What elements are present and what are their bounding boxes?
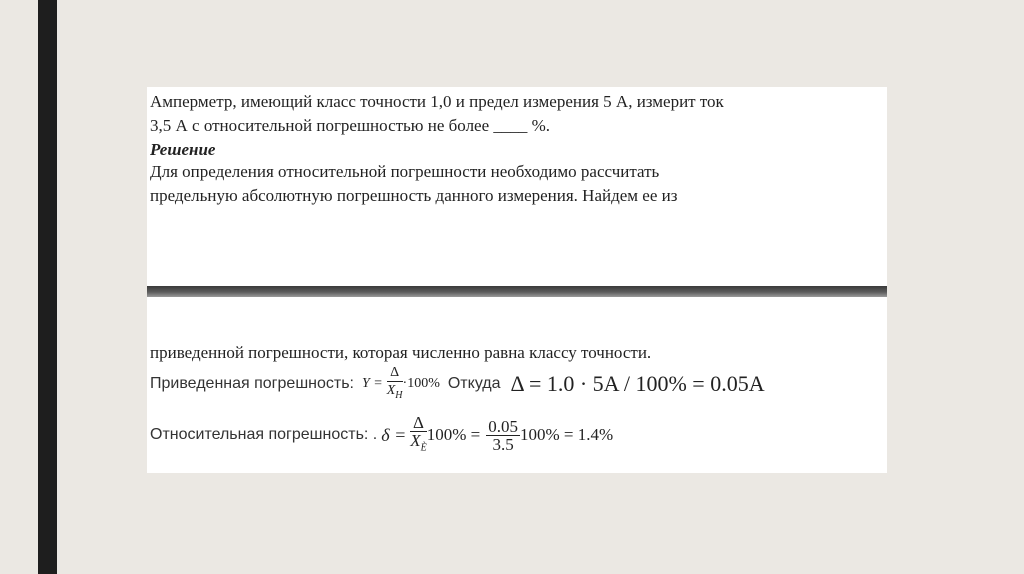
solution-line-1: Для определения относительной погрешности необходимо рассчитать: [150, 162, 660, 181]
relative-error-label: Относительная погрешность: .: [150, 426, 378, 443]
fraction-numerator: Δ: [387, 364, 403, 382]
solution-line-2: предельную абсолютную погрешность данного измерения. Найдем ее из: [150, 186, 678, 205]
reduced-error-formula: [150, 367, 765, 401]
fraction-denominator: 3.5: [492, 434, 514, 454]
solution-line-3: приведенной погрешности, которая численно равна классу точности.: [150, 343, 652, 362]
problem-line-1: Амперметр, имеющий класс точности 1,0 и предел измерения 5 А, измерит ток: [150, 92, 724, 111]
left-accent-bar: [38, 0, 57, 574]
numeric-fraction: [486, 418, 520, 453]
fraction-numerator: 0.05: [488, 416, 519, 436]
reduced-error-tail: ·100%: [402, 376, 440, 391]
reduced-error-lhs: Y =: [362, 376, 383, 391]
connector-text: Откуда: [447, 375, 501, 392]
absolute-error-result: Δ = 1.0 · 5A / 100% = 0.05A: [510, 371, 765, 396]
relative-error-formula: [150, 413, 613, 457]
fraction-denominator: $X_È$: [410, 430, 427, 454]
solution-heading: Решение: [150, 140, 216, 159]
fraction-denominator: $X_H$: [386, 383, 403, 401]
relative-error-lhs: δ =: [381, 424, 407, 445]
page-divider: [147, 286, 887, 297]
reduced-error-fraction: [387, 364, 403, 404]
solution-panel: [147, 297, 887, 473]
fraction-numerator: Δ: [410, 414, 427, 432]
problem-panel: [147, 87, 887, 286]
relative-error-mid: 100% =: [426, 425, 481, 444]
reduced-error-label: Приведенная погрешность:: [150, 375, 354, 392]
relative-error-fraction: [410, 414, 427, 456]
problem-line-2: 3,5 А с относительной погрешностью не более ____ %.: [150, 116, 551, 135]
relative-error-result: 100% = 1.4%: [520, 425, 614, 444]
